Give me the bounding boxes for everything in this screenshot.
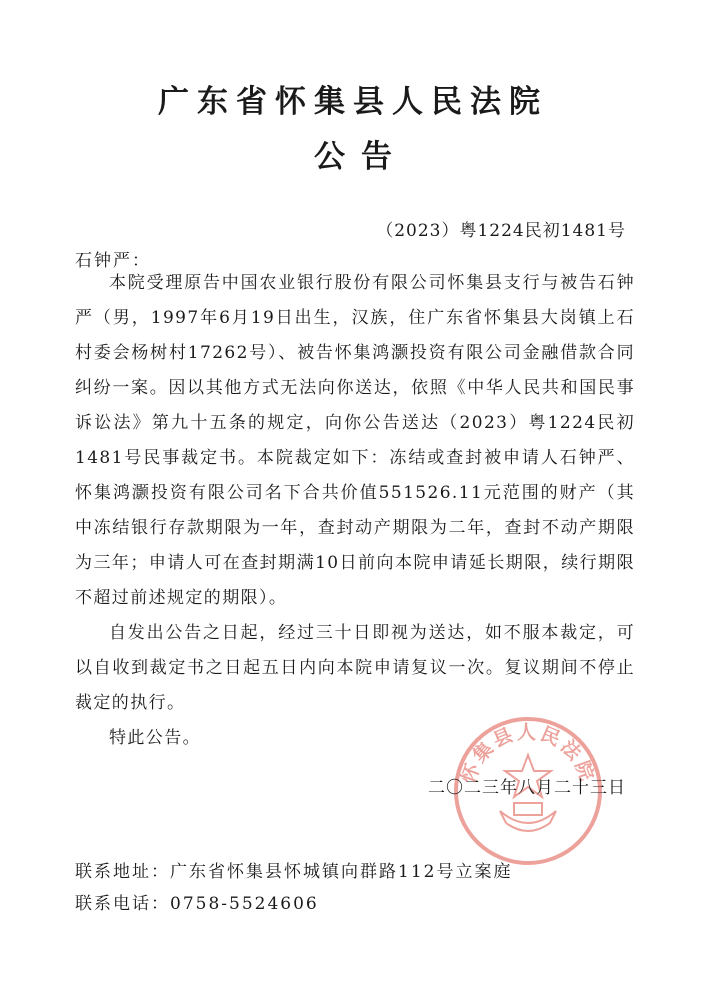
- svg-text:怀集县人民法院: 怀集县人民法院: [457, 721, 599, 787]
- body-paragraph-main: 本院受理原告中国农业银行股份有限公司怀集县支行与被告石钟严（男，1997年6月19日出生，汉族，住广东省怀集县大岗镇上石村委会杨树村17262号）、被告怀集鸿灏投资有限公司金融借款合同纠纷一案。因以其他方式无法向你送达，依照《中华人民共和国民事诉讼法》第九十五条的规定，向你公告送达（2023）粤1224民初1481号民事裁定书。本院裁定如下：冻结或查封被申请人石钟严、怀集鸿灏投资有限公司名下合共价值551526.11元范围的财产（其中冻结银行存款期限为一年，查封动产期限为二年，查封不动产期限为三年；申请人可在查封期满10日前向本院申请延长期限，续行期限不超过前述规定的期限）。: [75, 273, 635, 608]
- addressee: 石钟严：: [75, 251, 151, 271]
- contact-address: 联系地址：广东省怀集县怀城镇向群路112号立案庭: [75, 862, 513, 882]
- document-title: 公告: [314, 139, 408, 175]
- issue-date: 二〇二三年八月二十三日: [428, 778, 626, 798]
- body-paragraph-service: 自发出公告之日起，经过三十日即视为送达，如不服本裁定，可以自收到裁定书之日起五日内向本院申请复议一次。复议期间不停止裁定的执行。: [75, 623, 635, 713]
- body-paragraph-closing: 特此公告。: [109, 728, 201, 748]
- court-name: 广东省怀集县人民法院: [158, 84, 548, 120]
- contact-phone: 联系电话：0758-5524606: [75, 894, 319, 914]
- case-number: （2023）粤1224民初1481号: [376, 221, 626, 241]
- notice-body: [75, 266, 635, 756]
